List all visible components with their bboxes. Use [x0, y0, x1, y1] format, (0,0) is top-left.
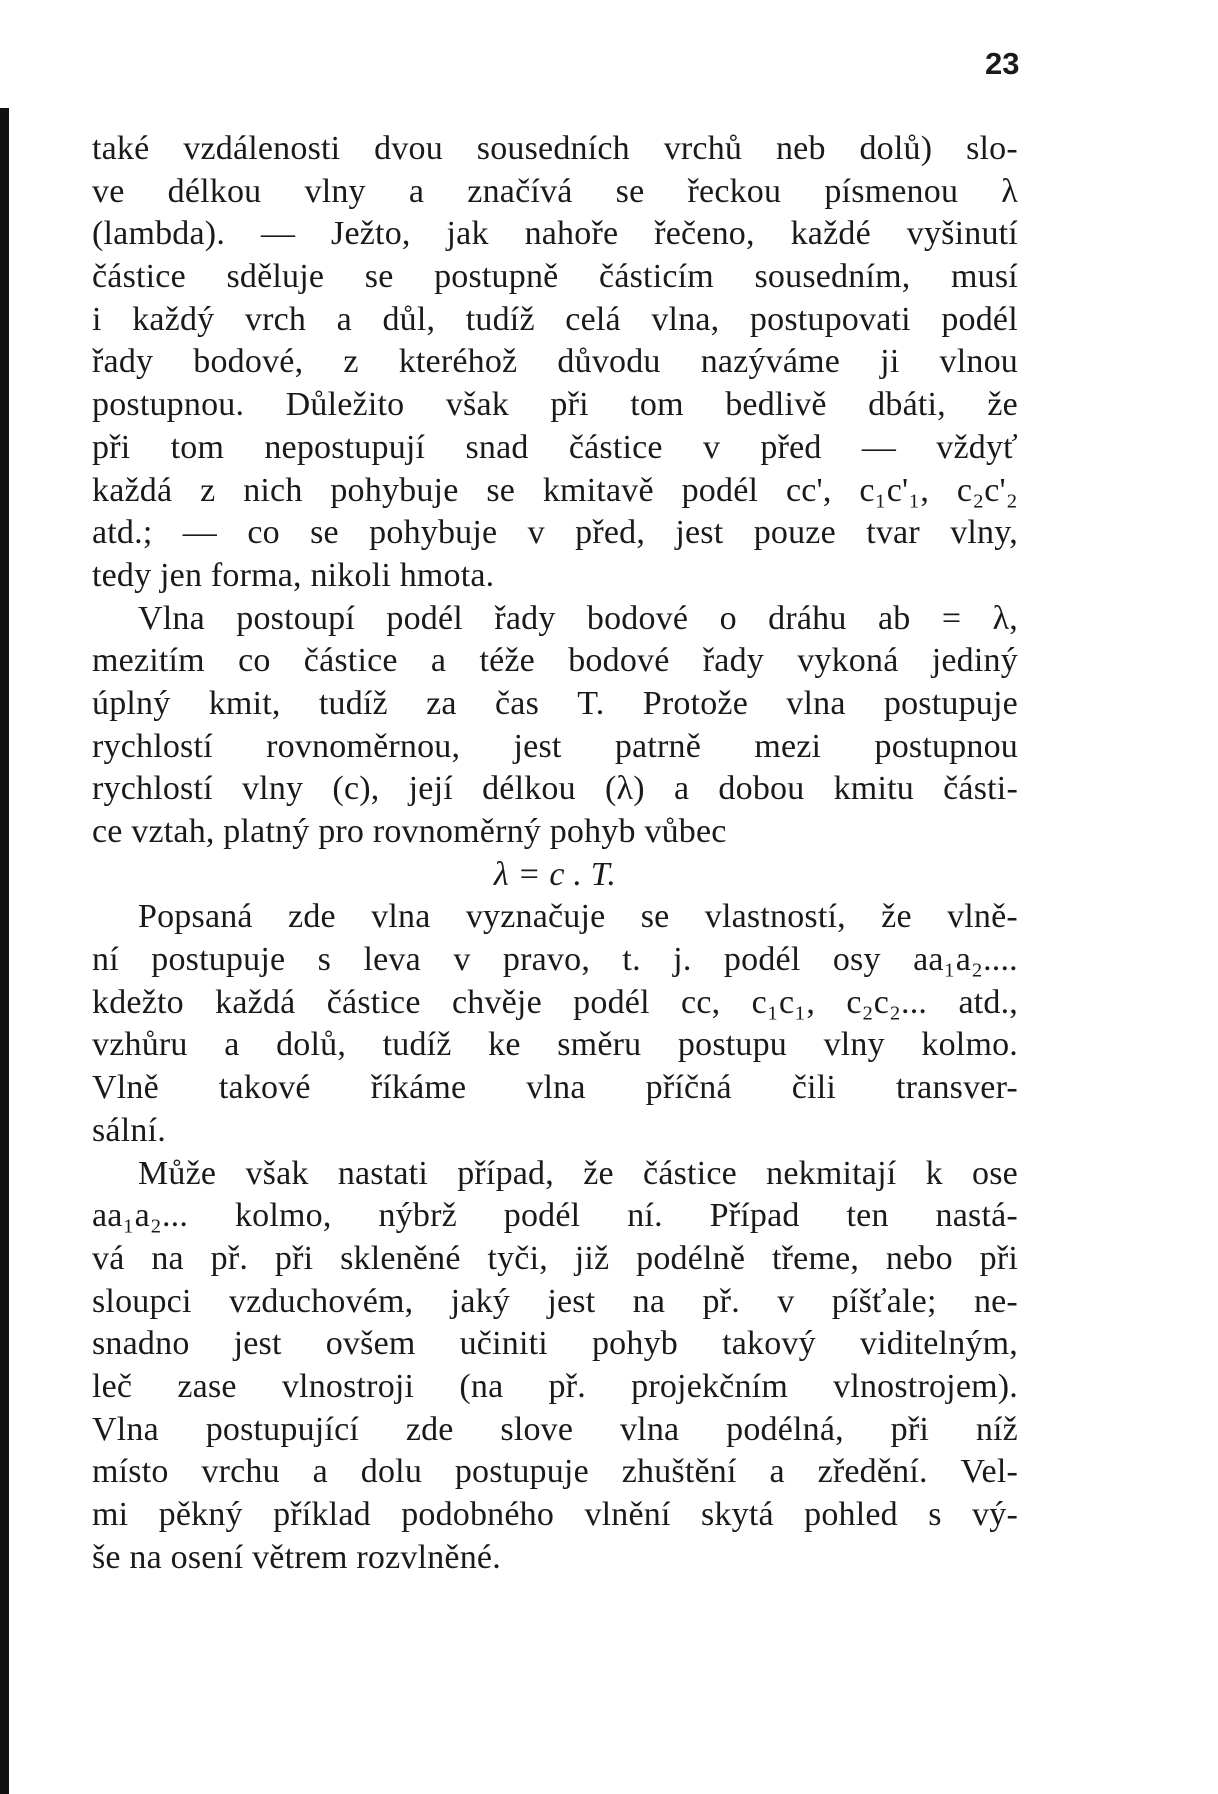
text-line: ve délkou vlny a značívá se řeckou písmenou λ — [92, 172, 1018, 210]
text-line: Může však nastati případ, že částice nekmitají k ose — [138, 1154, 1018, 1192]
text-line: vá na př. při skleněné tyči, již podélně třeme, nebo při — [92, 1239, 1018, 1277]
text-line: aa₁a₂... kolmo, nýbrž podél ní. Případ ten nastá- — [92, 1197, 1018, 1235]
paragraph-3 — [92, 896, 1018, 1152]
paragraph-2 — [92, 598, 1018, 897]
text-line: Vlna postupující zde slove vlna podélná, při níž — [92, 1410, 1018, 1448]
text-line: sloupci vzduchovém, jaký jest na př. v píšťale; ne- — [92, 1282, 1018, 1320]
text-line: mezitím co částice a téže bodové řady vykoná jediný — [92, 642, 1018, 680]
text-line: při tom nepostupují snad částice v před — vždyť — [92, 428, 1018, 466]
text-line: mi pěkný příklad podobného vlnění skytá pohled s vý- — [92, 1496, 1018, 1533]
text-line: i každý vrch a důl, tudíž celá vlna, postupovati podél — [92, 300, 1018, 338]
text-line: Vlně takové říkáme vlna příčná čili transver- — [92, 1069, 1018, 1107]
text-line: atd.; — co se pohybuje v před, jest pouze tvar vlny, — [92, 514, 1018, 552]
text-line: řady bodové, z kteréhož důvodu nazýváme ji vlnou — [92, 343, 1018, 381]
text-line: Vlna postoupí podél řady bodové o dráhu ab = λ, — [138, 599, 1018, 637]
text-line: každá z nich pohybuje se kmitavě podél cc', c₁c'₁, c₂c'₂ — [92, 471, 1018, 509]
text-line: sální. — [92, 1111, 166, 1149]
text-line: ní postupuje s leva v pravo, t. j. podél osy aa₁a₂.... — [92, 941, 1018, 979]
text-line: ce vztah, platný pro rovnoměrný pohyb vůbec — [92, 813, 727, 850]
text-line: postupnou. Důležito však při tom bedlivě dbáti, že — [92, 386, 1018, 424]
binding-edge — [0, 108, 9, 1794]
page-number: 23 — [985, 46, 1020, 81]
page-body — [92, 128, 1018, 1579]
text-line: rychlostí vlny (c), její délkou (λ) a dobou kmitu části- — [92, 770, 1018, 808]
text-line: Popsaná zde vlna vyznačuje se vlastností, že vlně- — [138, 898, 1018, 936]
text-line: místo vrchu a dolu postupuje zhuštění a zředění. Vel- — [92, 1453, 1018, 1491]
paragraph-1 — [92, 128, 1018, 598]
text-line: še na osení větrem rozvlněné. — [92, 1538, 501, 1576]
text-line: leč zase vlnostroji (na př. projekčním vlnostrojem). — [92, 1367, 1018, 1405]
text-line: úplný kmit, tudíž za čas T. Protože vlna postupuje — [92, 684, 1018, 722]
text-line: částice sděluje se postupně částicím sousedním, musí — [92, 258, 1018, 296]
formula: λ = c . T. — [493, 855, 617, 893]
text-line: snadno jest ovšem učiniti pohyb takový viditelným, — [92, 1325, 1018, 1363]
text-line: také vzdálenosti dvou sousedních vrchů neb dolů) slo- — [92, 130, 1018, 167]
text-line: tedy jen forma, nikoli hmota. — [92, 556, 495, 594]
text-line: rychlostí rovnoměrnou, jest patrně mezi postupnou — [92, 727, 1018, 765]
paragraph-4 — [92, 1153, 1018, 1580]
text-line: vzhůru a dolů, tudíž ke směru postupu vlny kolmo. — [92, 1026, 1018, 1064]
text-line: (lambda). — Ježto, jak nahoře řečeno, každé vyšinutí — [92, 215, 1018, 253]
text-line: kdežto každá částice chvěje podél cc, c₁c₁, c₂c₂... atd., — [92, 983, 1018, 1021]
